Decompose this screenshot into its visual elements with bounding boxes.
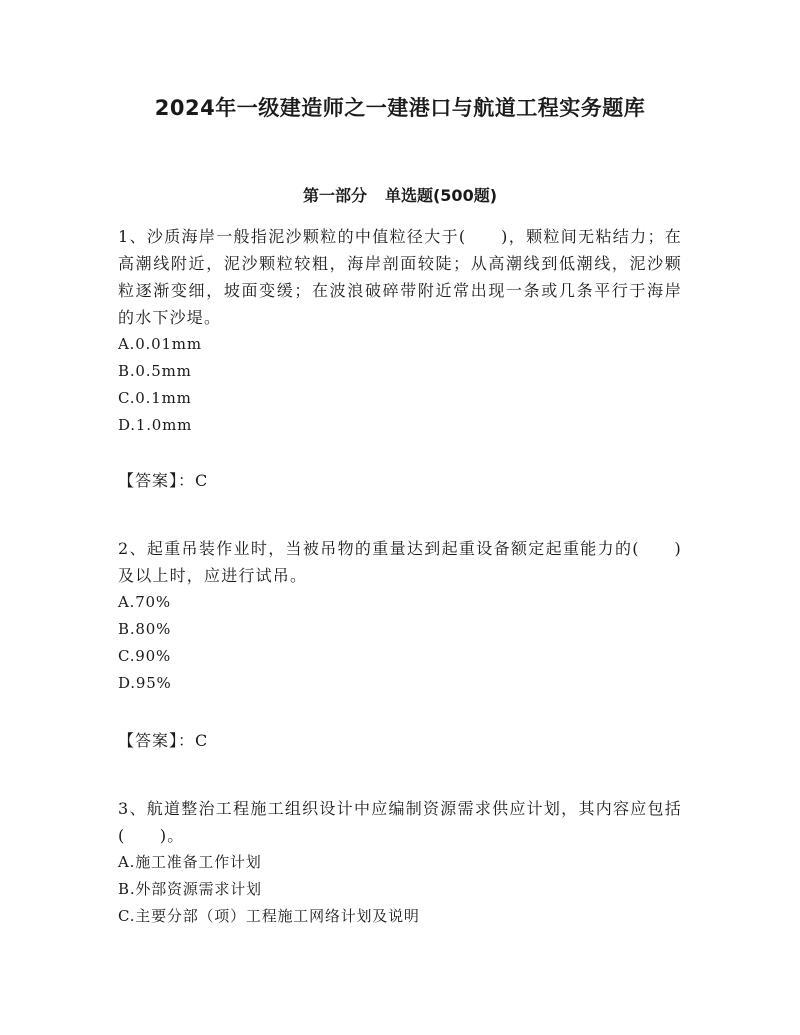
answer-text: 【答案】：C bbox=[118, 471, 209, 490]
answer-1 bbox=[118, 467, 682, 494]
option-c: C.0.1mm bbox=[118, 389, 192, 407]
option-c: C.90% bbox=[118, 647, 172, 665]
option-a: A.0.01mm bbox=[118, 335, 202, 353]
answer-text: 【答案】：C bbox=[118, 731, 209, 750]
option-b: B.外部资源需求计划 bbox=[118, 880, 262, 898]
question-stem: 1、沙质海岸一般指泥沙颗粒的中值粒径大于( )，颗粒间无粘结力；在高潮线附近，泥沙颗粒较粗，海岸剖面较陡；从高潮线到低潮线，泥沙颗粒逐渐变细，坡面变缓；在波浪破碎带附近常出现一条或几条平行于海岸的水下沙堤。 bbox=[118, 227, 682, 327]
option-b: B.0.5mm bbox=[118, 362, 192, 380]
option-c: C.主要分部（项）工程施工网络计划及说明 bbox=[118, 907, 420, 925]
question-1 bbox=[118, 223, 682, 439]
question-stem: 2、起重吊装作业时，当被吊物的重量达到起重设备额定起重能力的( )及以上时，应进行试吊。 bbox=[118, 539, 682, 585]
option-b: B.80% bbox=[118, 620, 172, 638]
question-stem: 3、航道整治工程施工组织设计中应编制资源需求供应计划，其内容应包括( )。 bbox=[118, 799, 682, 845]
section-heading bbox=[0, 184, 800, 208]
answer-2 bbox=[118, 727, 682, 754]
section-name: 单选题(500题) bbox=[384, 186, 498, 205]
option-a: A.施工准备工作计划 bbox=[118, 853, 262, 871]
document-title: 2024年一级建造师之一建港口与航道工程实务题库 bbox=[154, 96, 646, 120]
question-2 bbox=[118, 535, 682, 697]
question-3 bbox=[118, 795, 682, 930]
option-a: A.70% bbox=[118, 593, 171, 611]
option-d: D.95% bbox=[118, 674, 172, 692]
option-d: D.1.0mm bbox=[118, 416, 193, 434]
section-part: 第一部分 bbox=[302, 186, 367, 205]
